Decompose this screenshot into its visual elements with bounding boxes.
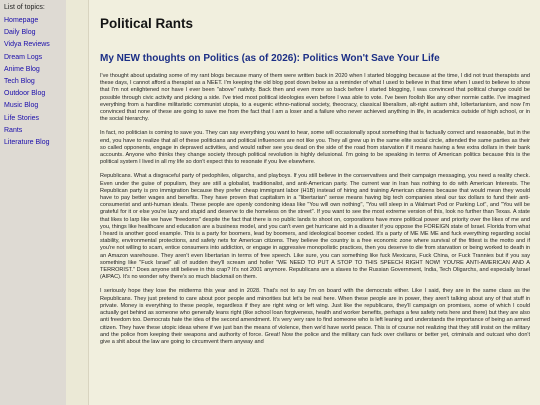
post-paragraph-3: Republicans. What a disgraceful party of pedophiles, oligarchs, and playboys. If you still believe in the conservatives and their campaign messaging, you need a reality check. Even under the guise of populism, they are still a globalist, traditionalist, and anti-American party. The current war in Iran has nothing to do with American Interests. The Republican party is pro immigration because they prefer cheap immigrant labor (H1B) instead of hiring and training American citizens because that would mean they would have to pay better wages and benefits. They have proven that capitalism in a "libertarian" sense means having big tech companies steal our tax dollars to fund their anti-consumerist and anti-human ideals. These people are openly condoning ideas like "You will own nothing", "You will sleep in a Walmart Pod or Parking Lot", and "You will be grateful for it or else you're lazy and stupid and deserve to die homeless on the street". If you want to see the most extreme version of this, look no further than Texas. A state that likes to larp like we have "freedoms" despite the fact that there is no public lands to shoot on, corporations have more political power and priority over the likes of me and you, things like healthcare and education are a business model, and you can't even get hurricane aid in a disaster if you oppose the FOREIGN state of Israel. Florida from what I heard is another good example. This is a party for boomers, lead by boomers, and ideological boomer coded. It's a party of ME ME ME and fuck everything regarding social stability, environmental protections, and safety nets for American citizens. They believe the country is a free economic zone where survival of the fittest is the motto and if you're not willing to scam, entice consumers into addiction, or engage in aggressive monopolistic practices, then you deserve to die from starvation or being worked to death in an Amazon warehouse. They aren't even libertarian in terms of free speech. Like sure, you can something like fuck Mexicans, Fuck China, or Fuck Trannies but if you say something like "Fuck Israel" all of sudden they'll scream and holler "WE NEED TO PUT A STOP TO THIS SPEECH RIGHT NOW! YOU'RE ANTI-AMERICAN AND A TERRORIST." Does anyone still believe in this crap? It's not 2001 anymore. Republicans are a slaves to the Russian Government, India, Tech Oligarchs, and especially Israel (AIPAC). It's no wonder why there's so much blackmail on them. — [100, 173, 530, 281]
post-paragraph-2: In fact, no politician is coming to save you. They can say everything you want to hear, some will occasionally spout something that is factually correct and reasonable, but in the end, you have to realize that all of these politicians and political influencers are not like you. They all grew up in the same elite social circle, attended the same parties as their so called opponents, engage in depraved activities, and would rather see you dead on the side of the road from starvation if it means having a few extra dollars in their bank accounts. Anyone who thinks they change society through political revolution is highly delusional. I'm going to be speaking in terms of American politics because this is the political system I lived in all my life so don't expect this to resonate if you live elsewhere. — [100, 130, 531, 166]
post-paragraph-1: I've thought about updating some of my rant blogs because many of them were written back in 2020 when I started blogging because at the time, I did not trust therapists and these days, I cannot afford a therapist as a NEET. I'm keeping the old blog post down below as a reminder of what I used to believe in that time when I used to believe to show that I'm not enlightened nor have I ever been "above" nativity. Back then and even more so back before I started blogging, I was convinced that political change could be possible through civic activity and picking a side. I've tried most political ideologies even before I was able to vote. I've been foolish like any other normie cattle. I've imagined everything from a hardline militaristic communist utopia, to a eugenic ethno-national society, theocracy, classical liberalism, alt-right autism shit, loltertarianism, and now I'm convinced that none of these are going to save me from the fact that I am a loser and a failure who never achieved anything in life, in academics outside of high school, or in the social hierarchy. — [100, 73, 530, 123]
sidebar-item-anime-blog — [4, 66, 64, 74]
sidebar-heading: List of topics: — [4, 4, 45, 11]
post-title: My NEW thoughts on Politics (as of 2026): Politics Won't Save Your Life — [100, 53, 440, 64]
sidebar-item-dream-logs — [4, 54, 64, 62]
sidebar-item-music-blog — [4, 102, 64, 110]
sidebar — [0, 0, 66, 405]
sidebar-link-literature-blog[interactable]: Literature Blog — [4, 138, 50, 146]
sidebar-link-music-blog[interactable]: Music Blog — [4, 102, 39, 110]
topic-list — [4, 17, 64, 146]
sidebar-item-homepage — [4, 17, 64, 25]
sidebar-link-outdoor-blog[interactable]: Outdoor Blog — [4, 90, 46, 98]
sidebar-link-dream-logs[interactable]: Dream Logs — [4, 53, 43, 61]
sidebar-link-homepage[interactable]: Homepage — [4, 17, 39, 24]
sidebar-item-outdoor-blog — [4, 90, 64, 98]
sidebar-item-daily-blog — [4, 29, 64, 37]
sidebar-item-vidya-reviews — [4, 41, 64, 49]
sidebar-item-life-stories — [4, 115, 64, 123]
post-paragraph-4: I seriously hope they lose the midterms this year and in 2028. That's not to say I'm on board with the democrats either. Like I said, they are in the same class as the Republicans. They just pretend to care about poor people and minorities but let's be real here. When these people are in power, they aren't talking about any of that stuff in private. Money is everything to these people, regardless if they are right wing or left wing. Just like the republicans, they'll campaign on promises, some of which I could actually get behind as someone who generally leans right (like school loan forgiveness, health and worker benefits, perhaps a few safety nets here and there) but they are also anti freedom too. Democrats hate the idea of the second amendment. It's very very rare to find someone who is left leaning and understands the importance of being an armed citizen. They have these utopic ideas where if we just ban the means of violence, then we'd have world peace. This is of course not realizing that they still insist on the military and the police from keeping their weapons and authority of force. Great! Now the police and the military can fuck over civilians or better yet, criminals and outcast who don't give a shit about the law are going to circumvent them anyway and — [100, 288, 530, 345]
sidebar-item-tech-blog — [4, 78, 64, 86]
sidebar-link-vidya-reviews[interactable]: Vidya Reviews — [4, 41, 50, 49]
sidebar-link-life-stories[interactable]: Life Stories — [4, 114, 40, 122]
sidebar-item-rants — [4, 127, 64, 135]
sidebar-item-literature-blog — [4, 139, 64, 147]
page-title: Political Rants — [100, 16, 194, 31]
sidebar-link-anime-blog[interactable]: Anime Blog — [4, 65, 40, 73]
sidebar-link-daily-blog[interactable]: Daily Blog — [4, 29, 36, 37]
main-content — [88, 0, 540, 405]
sidebar-link-tech-blog[interactable]: Tech Blog — [4, 77, 35, 85]
sidebar-link-rants[interactable]: Rants — [4, 126, 23, 134]
